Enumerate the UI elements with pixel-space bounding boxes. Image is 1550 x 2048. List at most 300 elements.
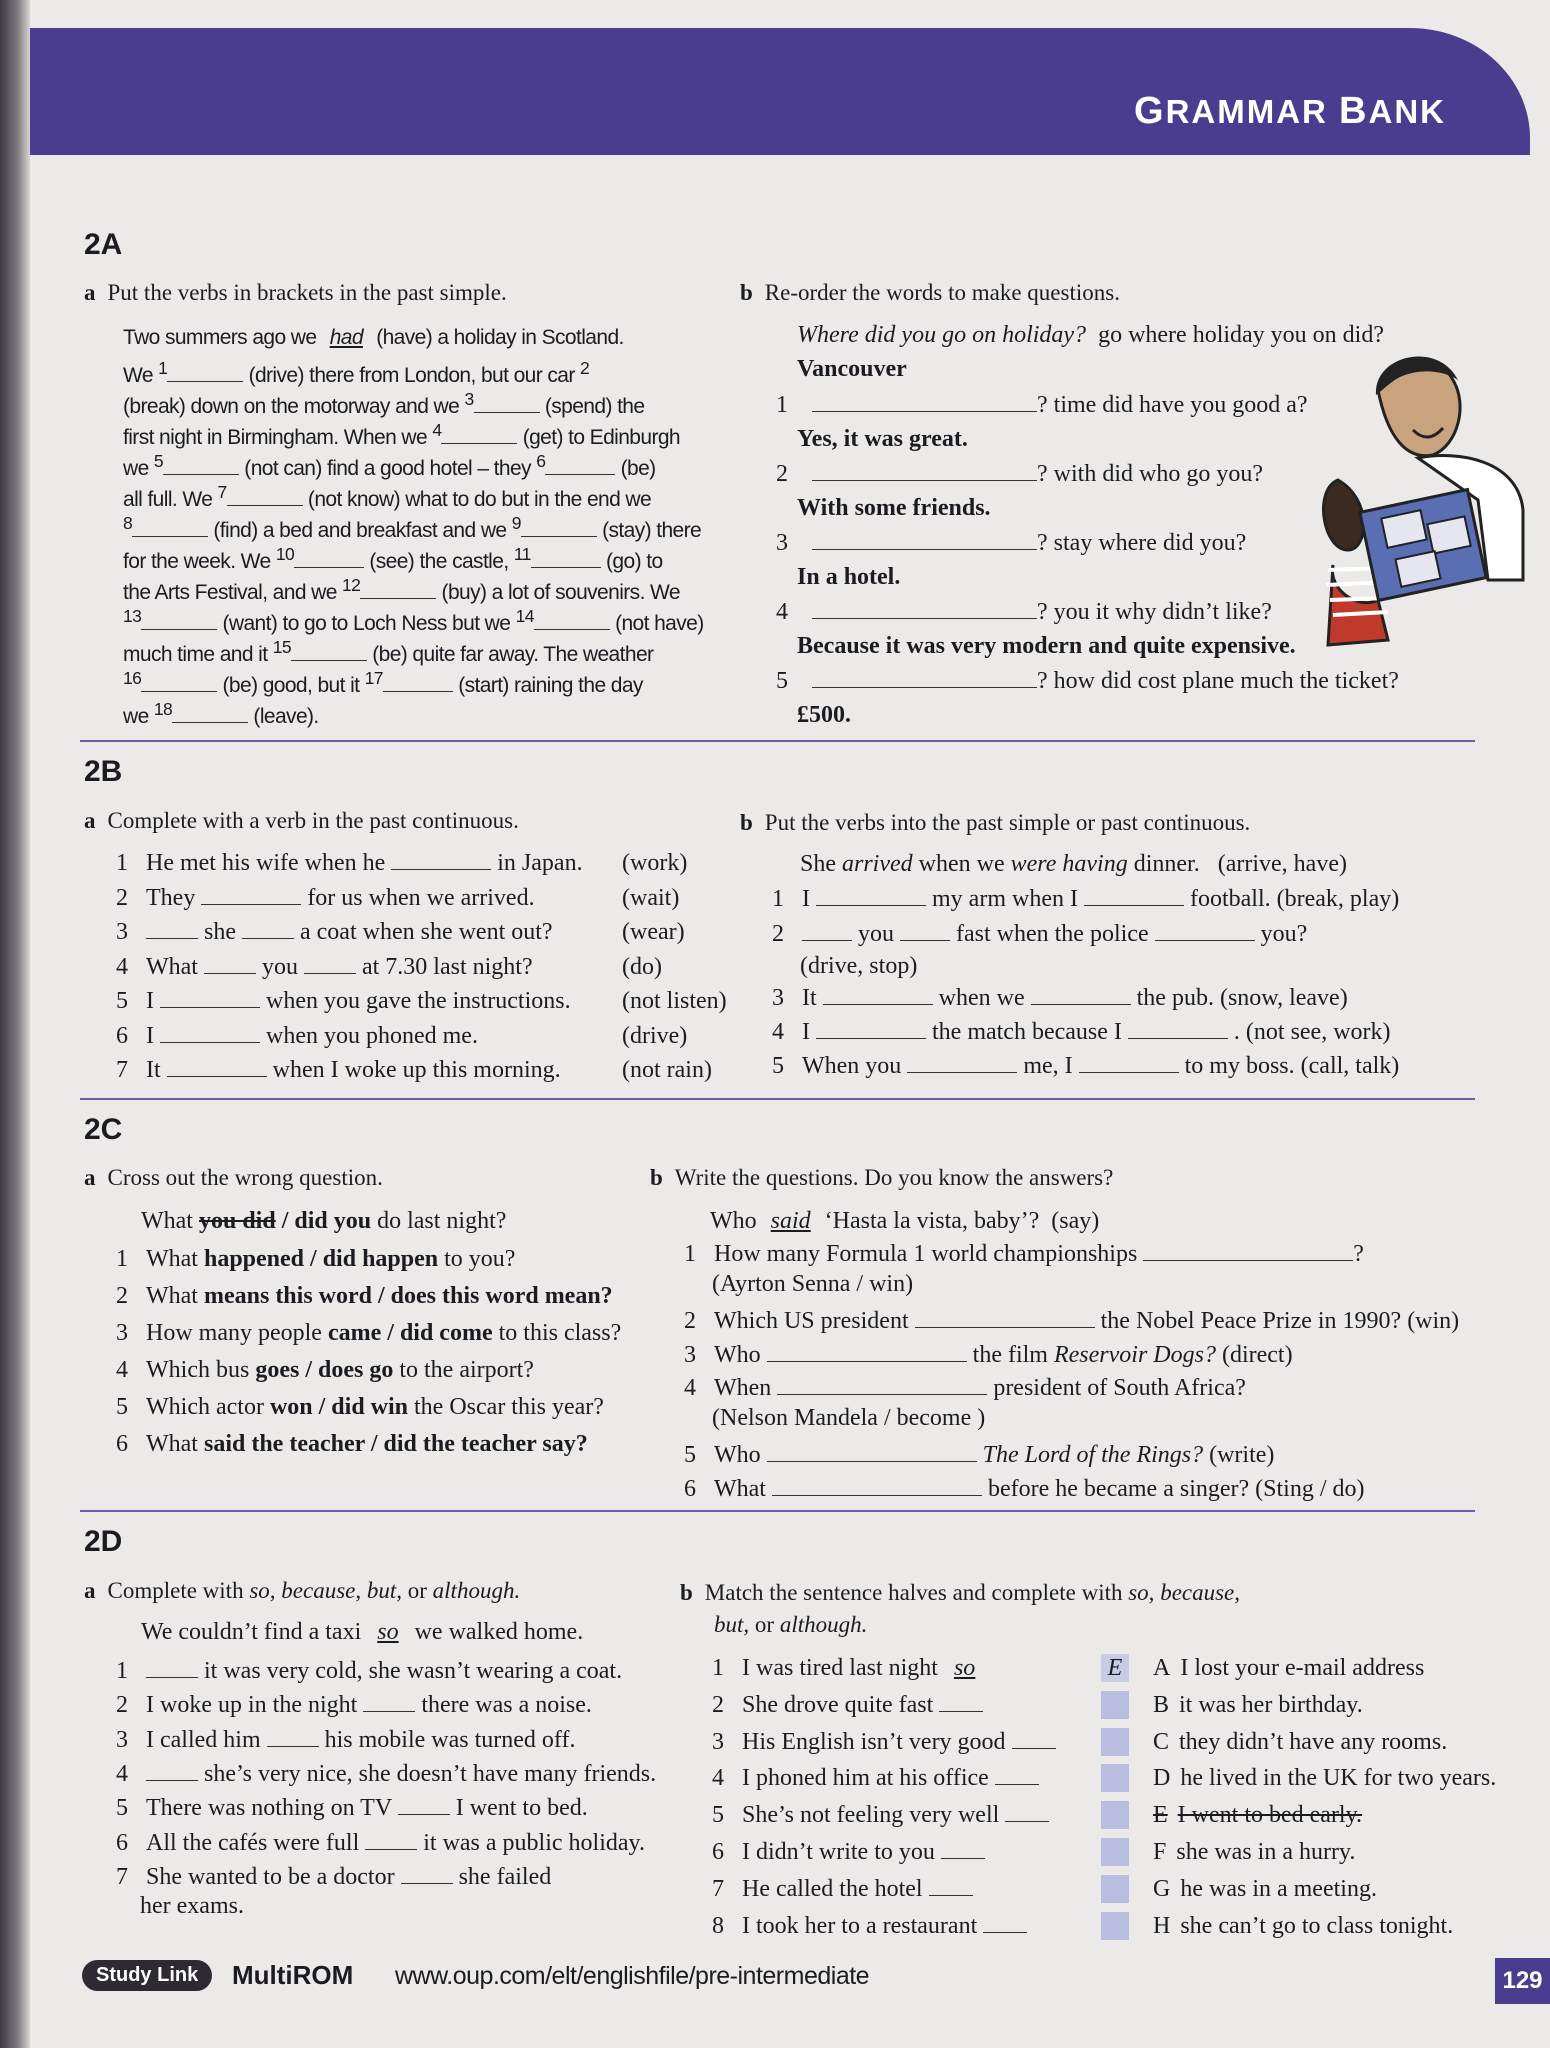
item-number: 3: [684, 1342, 696, 1368]
sentence-half-left: [712, 1727, 1056, 1757]
gap-blank[interactable]: [401, 1865, 453, 1884]
gap-blank[interactable]: [995, 1766, 1039, 1785]
gap-blank[interactable]: [132, 518, 208, 537]
separator: /: [299, 1357, 318, 1383]
text: when we: [918, 851, 1005, 877]
question-item: [116, 1318, 621, 1348]
text: His English isn’t very good: [742, 1728, 1006, 1755]
verb-hint: (Nelson Mandela / become ): [712, 1405, 986, 1431]
section-label-2a: 2A: [84, 228, 123, 261]
gap-blank[interactable]: [812, 462, 1037, 481]
gap-number: 3: [464, 389, 474, 409]
gap-blank[interactable]: [1084, 887, 1184, 906]
text: before he became a singer?: [987, 1476, 1250, 1502]
sentence-half-left: [712, 1800, 1049, 1830]
answer-box[interactable]: [1101, 1912, 1129, 1940]
item-number: 6: [116, 1431, 128, 1457]
question-item: [684, 1440, 1274, 1470]
text: Who: [714, 1442, 761, 1468]
text: (want) to go to Loch Ness but we: [222, 612, 511, 635]
instruction-text: Match the sentence halves and complete with: [704, 1580, 1123, 1605]
question-item: [116, 952, 533, 982]
item-number: 5: [116, 988, 128, 1014]
option[interactable]: did come: [399, 1320, 493, 1346]
sentence-half-right: [1153, 1763, 1496, 1793]
text: I took her to a restaurant: [742, 1912, 978, 1939]
verb-hint: (write): [1209, 1442, 1275, 1468]
text: She: [800, 851, 836, 877]
answer-box[interactable]: [1101, 1875, 1129, 1903]
gap-blank[interactable]: [534, 611, 610, 630]
keyword: although.: [779, 1612, 868, 1637]
verb-hint: (direct): [1221, 1342, 1293, 1368]
gap-blank[interactable]: [1012, 1730, 1056, 1749]
gap-blank[interactable]: [294, 549, 364, 568]
scrambled-words: ? how did cost plane much the ticket?: [1037, 668, 1399, 694]
text: I didn’t write to you: [742, 1839, 935, 1865]
sentence-half-left: [712, 1763, 1039, 1793]
gap-blank[interactable]: [1079, 1054, 1179, 1073]
option[interactable]: won: [269, 1394, 313, 1420]
gap-blank[interactable]: [816, 1020, 926, 1039]
gap-blank[interactable]: [1143, 1242, 1353, 1261]
exercise-2b-b-instruction: [740, 808, 1250, 838]
title-text: The Lord of the Rings?: [982, 1442, 1204, 1468]
sentence-half-right: [1153, 1874, 1377, 1904]
keyword: but,: [714, 1612, 750, 1637]
text: ?: [1353, 1241, 1364, 1267]
text: When: [714, 1375, 772, 1401]
text: Two summers ago we: [123, 326, 317, 349]
gap-blank[interactable]: [167, 363, 243, 382]
text: to you?: [444, 1246, 516, 1272]
text: Who: [714, 1342, 761, 1368]
separator: /: [304, 1246, 323, 1272]
gap-blank[interactable]: [172, 704, 248, 723]
item-number: 6: [712, 1839, 724, 1865]
gap-blank[interactable]: [383, 673, 453, 692]
gap-number: 11: [513, 544, 531, 564]
option[interactable]: did the teacher say?: [383, 1431, 588, 1457]
item-number: 5: [772, 1053, 784, 1079]
instruction-text: Cross out the wrong question.: [107, 1165, 383, 1190]
example-answer: Vancouver: [797, 356, 907, 382]
verb-hint: (break, play): [1276, 886, 1400, 912]
text: (get) to Edinburgh: [522, 426, 681, 449]
text: the Nobel Peace Prize in 1990?: [1100, 1308, 1402, 1334]
exercise-2d-b-instruction-cont: [714, 1610, 867, 1640]
text: her exams.: [140, 1892, 244, 1919]
exercise-letter: b: [650, 1165, 663, 1190]
text: (go) to: [606, 550, 663, 573]
answer-box[interactable]: [1101, 1728, 1129, 1756]
text: for the week. We: [123, 550, 271, 573]
item-number: 2: [776, 461, 788, 487]
item-number: 1: [116, 1246, 128, 1272]
question-item: [772, 919, 1307, 949]
gap-blank[interactable]: [365, 1831, 417, 1850]
exercise-2b-a-instruction: [84, 806, 519, 836]
item-number: 3: [116, 1320, 128, 1346]
item-number: 1: [776, 392, 788, 418]
text: When you: [802, 1053, 902, 1079]
section-label-2d: 2D: [84, 1525, 123, 1558]
separator: /: [275, 1208, 295, 1234]
item-number: 6: [116, 1022, 128, 1049]
question-item: [116, 1355, 534, 1385]
text: she’s very nice, she doesn’t have many friends.: [204, 1760, 657, 1787]
question-item: [116, 1392, 604, 1422]
option[interactable]: happened: [203, 1246, 305, 1272]
gap-blank[interactable]: [160, 1024, 260, 1043]
question-item: [116, 1759, 656, 1789]
gap-blank[interactable]: [767, 1343, 967, 1362]
text: fast when the police: [956, 921, 1149, 947]
question-item: [772, 1017, 1391, 1047]
verb-hint: (do): [622, 953, 662, 980]
gap-number: 6: [536, 451, 546, 471]
gap-blank[interactable]: [267, 1728, 319, 1747]
item-number: 2: [116, 1283, 128, 1309]
question-item: [116, 848, 583, 878]
instruction-text: Complete with a verb in the past continuous.: [107, 808, 519, 833]
gap-blank[interactable]: [907, 1054, 1017, 1073]
verb-hint: (not listen): [622, 988, 727, 1014]
text: me, I: [1023, 1053, 1073, 1079]
text: we: [123, 457, 149, 480]
multirom-label: MultiROM: [232, 1960, 354, 1990]
instruction-text: Re-order the words to make questions.: [764, 280, 1120, 305]
gap-blank[interactable]: [772, 1477, 982, 1496]
text: at 7.30 last night?: [361, 953, 533, 980]
text: What: [146, 1246, 198, 1272]
title-text: Reservoir Dogs?: [1053, 1342, 1216, 1368]
answer-box[interactable]: [1101, 1838, 1129, 1866]
gap-blank[interactable]: [141, 611, 217, 630]
question-item: [684, 1373, 1246, 1403]
question-item: [116, 1281, 613, 1311]
text: we: [123, 705, 149, 728]
gap-blank[interactable]: [227, 487, 303, 506]
keyword: because,: [1160, 1580, 1241, 1605]
text: (have) a holiday in Scotland.: [376, 326, 624, 349]
people-looking-at-photos-illustration: [1318, 350, 1528, 650]
gap-blank[interactable]: [1005, 1803, 1049, 1822]
exercise-2a-a-instruction: [84, 278, 507, 308]
text: Which bus: [146, 1357, 250, 1383]
verb-hint: (win): [1407, 1308, 1460, 1334]
correct-option: did you: [294, 1208, 372, 1234]
example-words: go where holiday you on did?: [1098, 322, 1384, 348]
scrambled-words: ? with did who go you?: [1037, 461, 1263, 487]
gap-blank[interactable]: [360, 580, 436, 599]
separator: /: [372, 1283, 391, 1309]
gap-blank[interactable]: [141, 673, 217, 692]
item-number: 5: [776, 668, 788, 694]
gap-blank[interactable]: [521, 518, 597, 537]
text: it was very cold, she wasn’t wearing a coat.: [204, 1658, 623, 1684]
text: he was in a meeting.: [1180, 1875, 1377, 1902]
text: it was a public holiday.: [423, 1829, 645, 1856]
gap-blank[interactable]: [812, 600, 1037, 619]
page-number: 129: [1495, 1958, 1550, 2004]
option[interactable]: does this word mean?: [390, 1283, 613, 1309]
text: she: [204, 919, 236, 945]
verb-hint: (not see, work): [1245, 1019, 1391, 1045]
question-item: [116, 1690, 592, 1720]
instruction-text: or: [754, 1612, 775, 1637]
text: (stay) there: [602, 519, 702, 542]
exercise-2a-b-instruction: [740, 278, 1120, 308]
gap-blank[interactable]: [363, 1693, 415, 1712]
text: the film: [972, 1342, 1048, 1368]
gap-blank[interactable]: [941, 1840, 985, 1859]
instruction-text: Complete with: [107, 1578, 244, 1603]
text: first night in Birmingham. When we: [123, 426, 428, 449]
example-answer: so: [953, 1655, 976, 1681]
exercise-letter: b: [680, 1580, 693, 1605]
text: (break) down on the motorway and we: [123, 395, 460, 418]
item-number: 4: [772, 1019, 784, 1045]
verb-hint: (not rain): [622, 1057, 712, 1083]
text: It: [146, 1057, 161, 1083]
gap-blank[interactable]: [1128, 1020, 1228, 1039]
website-link[interactable]: www.oup.com/elt/englishfile/pre-intermediate: [395, 1962, 870, 1990]
option[interactable]: means this word: [203, 1283, 372, 1309]
sentence-half-right: [1153, 1690, 1363, 1720]
question-item: [116, 1793, 588, 1823]
text: do last night?: [377, 1208, 507, 1234]
text: (see) the castle,: [369, 550, 509, 573]
item-number: 7: [116, 1057, 128, 1083]
gap-blank[interactable]: [767, 1443, 977, 1462]
option-letter: A: [1153, 1655, 1171, 1681]
gap-blank[interactable]: [146, 1762, 198, 1781]
verb-hint: (wear): [622, 919, 685, 945]
text: What: [146, 1431, 198, 1457]
text: She drove quite fast: [742, 1691, 934, 1718]
question-item: [116, 1021, 478, 1051]
text: He met his wife when he: [146, 850, 386, 876]
instruction-text: Put the verbs into the past simple or past continuous.: [764, 810, 1251, 835]
item-number: 4: [684, 1375, 696, 1401]
question-item: [116, 986, 571, 1016]
gap-blank[interactable]: [146, 1659, 198, 1678]
gap-blank[interactable]: [474, 394, 540, 413]
text: dinner.: [1133, 851, 1200, 877]
text: I woke up in the night: [146, 1692, 358, 1719]
text: She’s not feeling very well: [742, 1802, 1000, 1829]
section-label-2b: 2B: [84, 755, 123, 788]
text: I lost your e-mail address: [1180, 1655, 1425, 1681]
question-item: [116, 1828, 645, 1858]
scrambled-words: ? time did have you good a?: [1037, 392, 1308, 418]
item-number: 2: [772, 921, 784, 947]
gap-blank[interactable]: [777, 1376, 987, 1395]
item-number: 5: [116, 1795, 128, 1822]
text: much time and it: [123, 643, 268, 666]
verb-hint: (work): [622, 850, 688, 876]
question-item: [684, 1306, 1459, 1336]
gap-number: 17: [364, 668, 383, 688]
sentence-half-right: [1153, 1800, 1362, 1830]
text: when I woke up this morning.: [272, 1057, 561, 1083]
question-item: [684, 1239, 1364, 1269]
gap-blank[interactable]: [291, 642, 367, 661]
gap-blank[interactable]: [391, 851, 491, 870]
gap-blank[interactable]: [900, 922, 950, 941]
text: football.: [1189, 886, 1271, 912]
question-item: [776, 597, 1272, 627]
gap-blank[interactable]: [545, 456, 615, 475]
answer-text: Because it was very modern and quite expensive.: [797, 633, 1296, 659]
gap-blank[interactable]: [441, 425, 517, 444]
gap-blank[interactable]: [304, 955, 356, 974]
text: (be): [620, 457, 656, 480]
gap-blank[interactable]: [812, 669, 1037, 688]
sentence-half-right: [1153, 1911, 1453, 1941]
text: all full. We: [123, 488, 213, 511]
text: (not have): [615, 612, 704, 635]
item-number: 1: [712, 1655, 724, 1681]
option-letter: D: [1153, 1765, 1171, 1792]
text: for us when we arrived.: [307, 884, 535, 911]
gap-blank[interactable]: [939, 1693, 983, 1712]
gap-blank[interactable]: [983, 1914, 1027, 1933]
verb-hint: (arrive, have): [1217, 851, 1347, 877]
text: it was her birthday.: [1179, 1691, 1363, 1718]
gap-blank[interactable]: [201, 886, 301, 905]
instruction-text: Put the verbs in brackets in the past simple.: [107, 280, 507, 305]
answer-box[interactable]: [1101, 1691, 1129, 1719]
gap-blank[interactable]: [160, 989, 260, 1008]
gap-number: 1: [158, 358, 168, 378]
text: president of South Africa?: [993, 1375, 1246, 1401]
gap-number: 7: [217, 482, 227, 502]
header-banner: [30, 28, 1530, 155]
text: in Japan.: [497, 850, 583, 876]
verb-hint: (Ayrton Senna / win): [712, 1271, 914, 1297]
verb-hint: (Sting / do): [1255, 1476, 1365, 1502]
answer-box[interactable]: [1101, 1801, 1129, 1829]
verb-hint: (call, talk): [1300, 1053, 1400, 1079]
exercise-letter: a: [84, 1165, 96, 1190]
sentence-half-right: [1153, 1837, 1355, 1867]
text: you: [261, 953, 298, 980]
text: (start) raining the day: [458, 674, 643, 697]
gap-number: 15: [272, 637, 291, 657]
text: she failed: [458, 1863, 552, 1890]
text: I went to bed.: [455, 1795, 588, 1822]
exercise-2c-b-example: [710, 1206, 1099, 1236]
question-item: [116, 1055, 561, 1085]
instruction-text: Write the questions. Do you know the answers?: [674, 1165, 1114, 1190]
text: you?: [1260, 921, 1308, 947]
exercise-2a-b-example: [797, 320, 1384, 350]
text: (buy) a lot of souvenirs. We: [441, 581, 680, 604]
question-item: [116, 1244, 515, 1274]
item-number: 2: [116, 1692, 128, 1719]
gap-blank[interactable]: [146, 920, 198, 939]
gap-blank[interactable]: [1155, 922, 1255, 941]
separator: /: [381, 1320, 400, 1346]
sentence-half-left: [712, 1837, 985, 1867]
answer-box[interactable]: E: [1101, 1654, 1129, 1682]
text: What: [146, 1283, 198, 1309]
gap-blank[interactable]: [812, 393, 1037, 412]
gap-blank[interactable]: [167, 1058, 267, 1077]
sentence-half-right: [1153, 1653, 1424, 1683]
text: Which actor: [146, 1394, 264, 1420]
gap-number: 8: [123, 513, 133, 533]
answer-box[interactable]: [1101, 1764, 1129, 1792]
gap-number: 13: [123, 606, 142, 626]
item-number: 1: [116, 850, 128, 876]
text: What: [146, 953, 198, 980]
gap-blank[interactable]: [242, 920, 294, 939]
gap-blank[interactable]: [1031, 986, 1131, 1005]
gap-blank[interactable]: [816, 887, 926, 906]
gap-blank[interactable]: [163, 456, 239, 475]
verb-hint: (snow, leave): [1219, 985, 1348, 1011]
study-link-badge: Study Link: [82, 1960, 212, 1991]
gap-blank[interactable]: [915, 1309, 1095, 1328]
item-number: 3: [772, 985, 784, 1011]
gap-blank[interactable]: [398, 1796, 450, 1815]
exercise-2b-b-example: [800, 849, 1347, 879]
gap-blank[interactable]: [812, 531, 1037, 550]
text: the Arts Festival, and we: [123, 581, 337, 604]
gap-blank[interactable]: [929, 1877, 973, 1896]
gap-number: 16: [123, 668, 142, 688]
question-item: [116, 883, 535, 913]
gap-blank[interactable]: [823, 986, 933, 1005]
option[interactable]: said the teacher: [203, 1431, 365, 1457]
gap-blank[interactable]: [802, 922, 852, 941]
option[interactable]: did happen: [322, 1246, 439, 1272]
exercise-2c-a-instruction: [84, 1163, 383, 1193]
option[interactable]: goes: [255, 1357, 300, 1383]
option[interactable]: does go: [317, 1357, 394, 1383]
question-item: [772, 884, 1399, 914]
option[interactable]: came: [327, 1320, 382, 1346]
exercise-2d-a-instruction: [84, 1576, 520, 1606]
exercise-2c-b-instruction: [650, 1163, 1113, 1193]
option[interactable]: did win: [331, 1394, 409, 1420]
text: (find) a bed and breakfast and we: [213, 519, 507, 542]
gap-blank[interactable]: [531, 549, 601, 568]
exercise-letter: a: [84, 808, 96, 833]
example-answer: so: [377, 1619, 399, 1645]
text: I: [802, 1019, 810, 1045]
example-answer: had: [329, 326, 363, 349]
text: We: [123, 364, 153, 387]
gap-number: 2: [580, 358, 590, 378]
item-number: 7: [712, 1875, 724, 1902]
text: I went to bed early.: [1177, 1802, 1363, 1829]
exercise-letter: b: [740, 810, 753, 835]
item-number: 3: [116, 919, 128, 945]
question-item: [116, 1862, 551, 1892]
text: I called him: [146, 1726, 261, 1753]
sentence-half-left: [712, 1653, 985, 1683]
question-item: [684, 1474, 1365, 1504]
item-number: 5: [712, 1802, 724, 1829]
gap-blank[interactable]: [204, 955, 256, 974]
verb-hint: (drive, stop): [800, 953, 918, 979]
text: he lived in the UK for two years.: [1180, 1765, 1497, 1792]
text: (spend) the: [544, 395, 645, 418]
